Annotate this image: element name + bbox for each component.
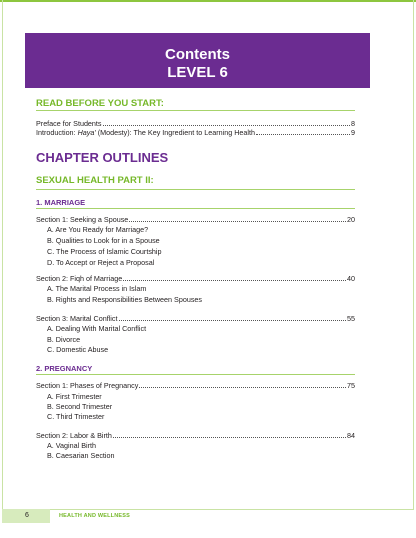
toc-section-page: 20: [347, 215, 355, 224]
page-top-border: [0, 0, 416, 2]
toc-section-page: 55: [347, 314, 355, 323]
toc-section-labor-birth[interactable]: [36, 431, 355, 440]
toc-section-label: Section 1: Seeking a Spouse: [36, 215, 129, 224]
page-left-border: [2, 0, 3, 510]
toc-subitem: B. Second Trimester: [47, 402, 113, 411]
toc-entry-introduction[interactable]: [36, 128, 355, 137]
toc-entry-page: 9: [351, 128, 355, 137]
toc-section-label: Section 2: Labor & Birth: [36, 431, 112, 440]
toc-subitem: A. First Trimester: [47, 392, 102, 401]
toc-section-label: Section 3: Marital Conflict: [36, 314, 118, 323]
toc-subitem: A. Are You Ready for Marriage?: [47, 225, 149, 234]
toc-section-label: Section 2: Fiqh of Marriage: [36, 274, 123, 283]
toc-subitem: B. Divorce: [47, 335, 81, 344]
dot-leader: [123, 280, 346, 281]
contents-banner: [25, 33, 370, 88]
toc-entry-label: Introduction: Haya' (Modesty): The Key Ingredient to Learning Health: [36, 128, 255, 137]
unit-rule: [36, 208, 355, 209]
toc-section-fiqh-marriage[interactable]: [36, 274, 355, 283]
page-bottom-border: [2, 509, 414, 510]
part-heading: SEXUAL HEALTH PART II:: [36, 175, 154, 186]
toc-subitem: A. Vaginal Birth: [47, 441, 97, 450]
read-before-heading: READ BEFORE YOU START:: [36, 98, 164, 109]
banner-level: LEVEL 6: [167, 64, 228, 81]
toc-section-page: 84: [347, 431, 355, 440]
chapter-outlines-heading: CHAPTER OUTLINES: [36, 150, 169, 165]
toc-subitem: D. To Accept or Reject a Proposal: [47, 258, 155, 267]
toc-subitem: C. Domestic Abuse: [47, 345, 109, 354]
footer-page-number: 6: [25, 512, 29, 519]
unit-title-marriage: 1. MARRIAGE: [36, 198, 86, 207]
unit-rule: [36, 374, 355, 375]
toc-subitem: C. The Process of Islamic Courtship: [47, 247, 162, 256]
dot-leader: [129, 221, 346, 222]
toc-entry-label: Preface for Students: [36, 119, 102, 128]
toc-subitem: A. Dealing With Marital Conflict: [47, 324, 147, 333]
toc-subitem: B. Caesarian Section: [47, 451, 115, 460]
toc-entry-preface[interactable]: [36, 119, 355, 128]
part-rule: [36, 189, 355, 190]
toc-subitem: B. Rights and Responsibilities Between Spouses: [47, 295, 203, 304]
toc-section-marital-conflict[interactable]: [36, 314, 355, 323]
toc-section-seeking-spouse[interactable]: [36, 215, 355, 224]
dot-leader: [103, 125, 350, 126]
footer-label: HEALTH AND WELLNESS: [59, 513, 131, 519]
toc-section-label: Section 1: Phases of Pregnancy: [36, 381, 139, 390]
toc-section-page: 40: [347, 274, 355, 283]
toc-section-page: 75: [347, 381, 355, 390]
dot-leader: [256, 134, 350, 135]
toc-subitem: B. Qualities to Look for in a Spouse: [47, 236, 160, 245]
banner-title: Contents: [165, 46, 230, 63]
toc-subitem: C. Third Trimester: [47, 412, 105, 421]
page-right-border: [413, 0, 414, 510]
dot-leader: [119, 320, 347, 321]
toc-subitem: A. The Marital Process in Islam: [47, 284, 147, 293]
toc-section-phases-pregnancy[interactable]: [36, 381, 355, 390]
read-before-rule: [36, 110, 355, 111]
dot-leader: [139, 387, 346, 388]
dot-leader: [113, 437, 346, 438]
unit-title-pregnancy: 2. PREGNANCY: [36, 364, 93, 373]
toc-entry-page: 8: [351, 119, 355, 128]
